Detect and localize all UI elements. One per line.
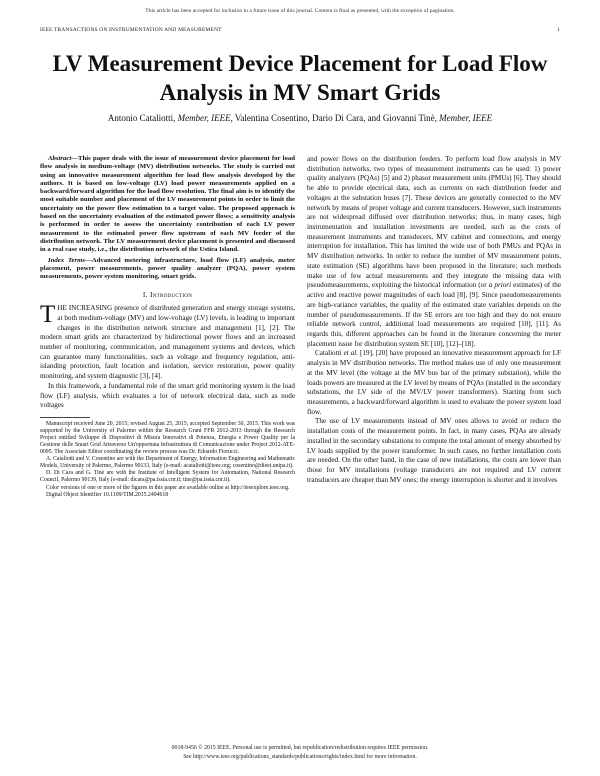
- section-number: I.: [142, 290, 150, 300]
- footnote-affiliation-1: A. Cataliotti and V. Cosentino are with the Department of Energy, Information Engineering and Mathematic Models, University of Palermo, Palermo 90133, Italy (e-mail: acataliotti@ieee.org; cosentino@dieet.unipa.it).: [40, 456, 295, 470]
- page-number: 1: [557, 27, 560, 33]
- abstract-label: Abstract—: [48, 155, 79, 162]
- body-p2-b: [19], [20] have proposed an innovative measurement approach for LF analysis in MV distribution networks. The method makes use of only one measurement at the MV level (the voltage at the MV bus bar of the primary substation), while the loads powers are measured at the LV level by means of PQAs (installed in the secondary substations, the LV side of the MV/LV power transformers). Starting from such measurements, a backward/forward algorithm is used to evaluate the power system load flow.: [307, 349, 561, 416]
- body-paragraph-3: The use of LV measurements instead of MV ones allows to avoid or reduce the installation costs of the measurement points. In fact, in many cases, PQAs are already installed in the secondary substations to compute the total amount of energy absorbed by LV loads supplied by the power transformer. In such cases, no further installation costs are needed. On the other hand, in the case of new installations, the costs are lower than those for MV installations (voltage transducers are not required and LV current transducers are cheaper than MV ones; the energy interruption is shorter and it involves: [307, 417, 561, 484]
- abstract-text: This paper deals with the issue of measurement device placement for load flow analysis in medium-voltage (MV) distribution networks. The study is carried out using an innovative measurement algorithm for load flow analysis developed by the authors. It is based on low-voltage (LV) load power measurements applied on a backward/forward algorithm for the load flow resolution. The final aim is to identify the most suitable number and placement of the LV measurement points in order to limit the uncertainty on the power flow estimation to a target value. The proposed approach is based on the uncertainty evaluation of the estimated power flows; a sensitivity analysis is performed in order to assess the uncertainty contribution of each LV power measurement to the estimated power flow upstream of each MV feeder of the distribution network. The LV measurement device placement is presented and discussed in a real case study, i.e., the distribution network of the Ustica Island.: [40, 155, 295, 254]
- intro-text-1: presence of distributed generation and energy storage systems, at both medium-voltage (MV) and low-voltage (LV) levels, is leading to important changes in the distribution network structure and management [1], [2]. The modern smart grids are characterized by bidirectional power flows and an increased number of monitoring, communication, and management systems and devices, which can guarantee many functionalities, such as voltage and frequency regulation, anti-islanding protection, fault location and isolation, service restoration, power quality monitoring, and system diagnostic [3], [4].: [40, 304, 295, 381]
- copyright-line-2: See http://www.ieee.org/publications_standards/publications/rights/index.html for more information.: [183, 753, 417, 760]
- footnote-doi: Digital Object Identifier 10.1109/TIM.2015.2494618: [46, 491, 169, 498]
- footnote-affiliation-2: D. Di Cara and G. Tinè are with the Institute of Intelligent System for Automation, National Research Council, Palermo 90139, Italy (e-mail: dicara@pa.issia.cnr.it; tine@pa.issia.cnr.it).: [40, 470, 295, 484]
- right-column: [307, 155, 561, 485]
- body-paragraph-1: [307, 155, 561, 349]
- body-p2-a: Cataliotti: [315, 349, 344, 358]
- section-title: Introduction: [149, 290, 193, 300]
- journal-name: IEEE TRANSACTIONS ON INSTRUMENTATION AND MEASUREMENT: [40, 27, 222, 33]
- authors-rest: , Valentina Cosentino, Dario Di Cara, and Giovanni Tinè,: [230, 113, 440, 123]
- copyright-footer: [0, 744, 600, 761]
- copyright-line-1: 0018-9456 © 2015 IEEE. Personal use is permitted, but republication/redistribution requires IEEE permission.: [171, 745, 429, 751]
- left-column: [40, 155, 295, 499]
- intro-smallcaps: HE INCREASING: [57, 304, 113, 313]
- membership-1: Member, IEEE: [177, 113, 231, 123]
- body-p1-a: and power flows on the distribution feeders. To perform load flow analysis in MV distribution networks, two types of measurement instruments can be used: 1) power quality analyzers (PQAs) [5] and 2) phasor measurement units (PMUs) [6]. They should be able to provide electrical data, such as currents on each distribution feeder and voltages at the substation buses [7]. These devices are generally connected to the MV network by means of proper voltage and current transducers. However, such instruments are not widespread diffused over distribution networks; thus, in many cases, high instrumentation and installation investments are needed, such as the costs of measurement instruments and transducers, MV cabinet and connections, and energy interruption for installation. This has limited the wide use of both PMUs and PQAs in MV distribution networks. In order to reduce the number of MV measurement points, state estimation (SE) algorithms have been proposed in the literature; such methods make use of few actual measurements and they integrate the missing data with pseudomeasurements, exploiting the historical information (or: [307, 155, 561, 290]
- journal-notice: This article has been accepted for inclusion in a future issue of this journal. Content is final as presented, with the exception of pagination.: [145, 8, 455, 14]
- drop-cap: T: [40, 301, 56, 329]
- membership-2: Member, IEEE: [439, 113, 493, 123]
- index-terms: [40, 257, 295, 282]
- running-head: [40, 27, 560, 33]
- footnotes: [40, 421, 295, 499]
- intro-paragraph-2: In this framework, a fundamental role of the smart grid monitoring system is the load flow (LF) analysis, which evaluates a lot of network electrical data, such as node voltages: [40, 381, 295, 410]
- body-p1-b: estimates) of the active and reactive power magnitudes of each load [8], [9]. Since pseudomeasurements are high-variance variables, the quality of the estimated state variables depends on the number of pseudomeasurements. If the SE errors are too high and they do not ensure reliable network control, additional load measurements are required [10], [11]. As regards this, different approaches can be found in the literature concerning the meter placement issue for distribution system SE [10], [12]–[18].: [307, 281, 561, 348]
- footnote-divider: [40, 417, 90, 418]
- intro-paragraph-1: [40, 301, 295, 382]
- paper-title: LV Measurement Device Placement for Load Flow Analysis in MV Smart Grids: [52, 51, 548, 105]
- body-p2-italic: et al.: [343, 349, 359, 358]
- authors-first: Antonio Cataliotti,: [107, 113, 178, 123]
- body-p1-italic: a priori: [488, 281, 512, 290]
- author-line: [40, 113, 560, 124]
- index-terms-text: Advanced metering infrastructure, load flow (LF) analysis, meter placement, power measurements, power quality analyzer (PQA), power system measurements, power system monitoring, smart grids.: [40, 256, 295, 281]
- section-heading-introduction: [40, 290, 295, 300]
- abstract: [40, 155, 295, 255]
- body-paragraph-2: [307, 349, 561, 417]
- footnote-color-versions: Color versions of one or more of the figures in this paper are available online at http://ieeexplore.ieee.org.: [46, 484, 290, 491]
- footnote-manuscript: Manuscript received June 20, 2015; revised August 25, 2015; accepted September 30, 2015. This work was supported by the University of Palermo within the Research Grant FFR 2012-2013 through the Research Project entitled Sviluppo di Dispositivi di Misura Innovativi di Potenza, Energia e Power Quality per la Gestione delle Smart Grid Attraverso Un'opportuna Infrastruttura di Comunicazione under Project 2012-ATE-0095. The Associate Editor coordinating the review process was Dr. Edoardo Fiorucci.: [40, 421, 295, 456]
- index-terms-label: Index Terms—: [48, 256, 92, 264]
